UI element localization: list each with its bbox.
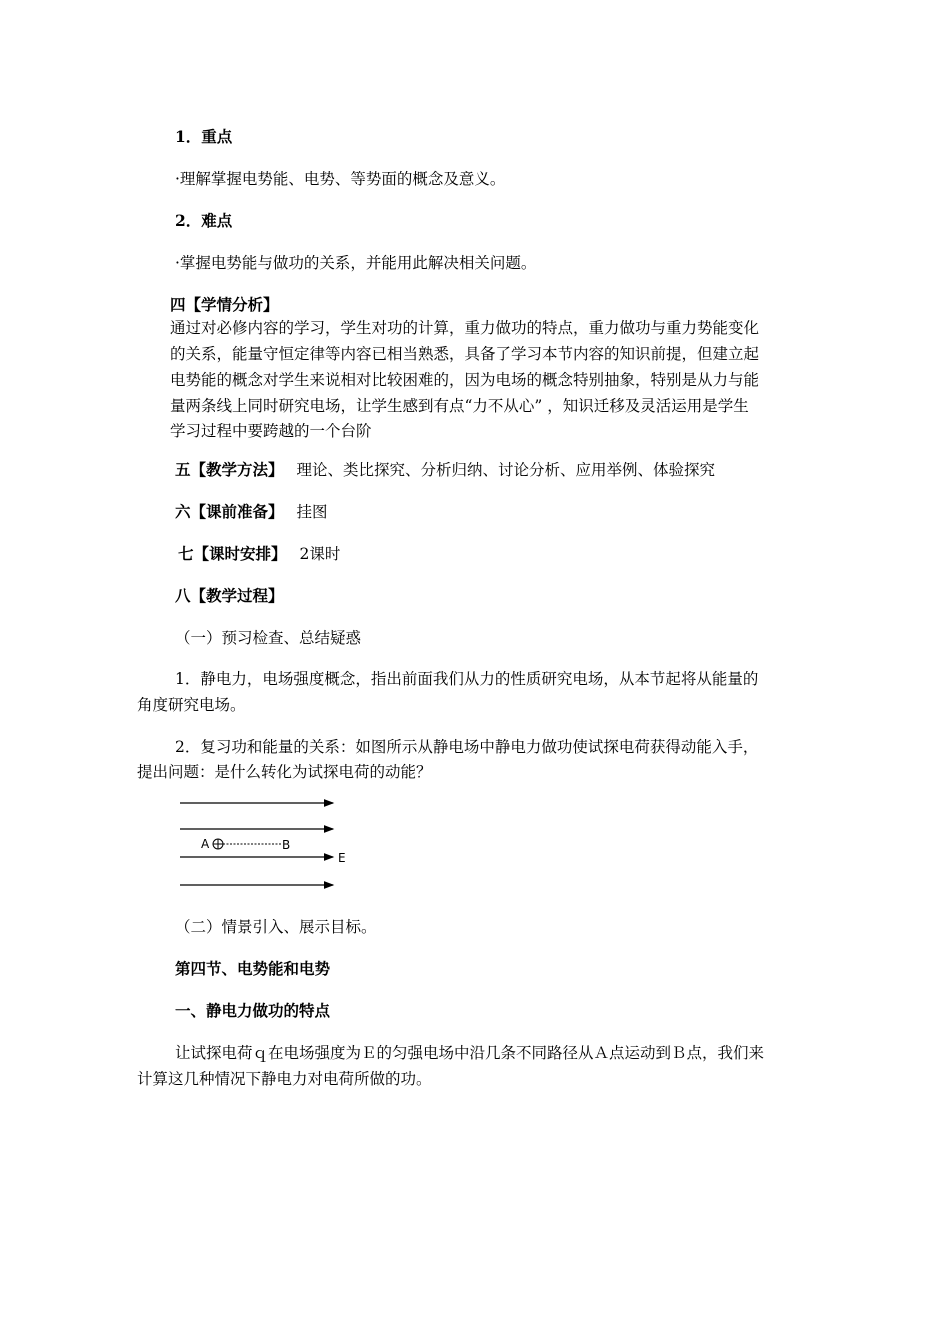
final-paragraph-line: 让试探电荷ｑ在电场强度为Ｅ的匀强电场中沿几条不同路径从Ａ点运动到Ｂ点，我们来 (175, 1044, 765, 1062)
positive-charge-icon (213, 839, 223, 849)
section-title: 第四节、电势能和电势 (175, 959, 331, 978)
difficult-points-heading: 2．难点 (175, 211, 233, 230)
subsection-title: 一、静电力做功的特点 (175, 1001, 331, 1020)
teaching-methods-row (175, 457, 715, 483)
electric-field-diagram (175, 795, 355, 895)
learning-analysis-line: 量两条线上同时研究电场，让学生感到有点“力不从心” ，知识迁移及灵活运用是学生 (170, 397, 749, 415)
difficult-points-bullet: ·掌握电势能与做功的关系，并能用此解决相关问题。 (175, 254, 537, 272)
electric-field-figure (175, 795, 355, 895)
learning-analysis-line: 通过对必修内容的学习，学生对功的计算，重力做功的特点，重力做功与重力势能变化 (170, 319, 760, 337)
final-paragraph-line: 计算这几种情况下静电力对电荷所做的功。 (137, 1070, 432, 1088)
process-item-line: 1．静电力，电场强度概念，指出前面我们从力的性质研究电场，从本节起将从能量的 (175, 670, 759, 688)
learning-analysis-line: 学习过程中要跨越的一个台阶 (170, 422, 372, 440)
teaching-methods-text: 理论、类比探究、分析归纳、讨论分析、应用举例、体验探究 (296, 461, 715, 479)
key-points-heading: 1．重点 (175, 127, 233, 146)
preparation-row (175, 499, 327, 525)
schedule-text: 2课时 (299, 545, 341, 563)
key-points-bullet: ·理解掌握电势能、电势、等势面的概念及意义。 (175, 170, 506, 188)
point-a-label: A (201, 837, 210, 851)
learning-analysis-line: 电势能的概念对学生来说相对比较困难的，因为电场的概念特别抽象，特别是从力与能 (170, 371, 760, 389)
process-item-line: 角度研究电场。 (137, 696, 246, 714)
schedule-row (178, 541, 340, 567)
learning-analysis-line: 的关系，能量守恒定律等内容已相当熟悉，具备了学习本节内容的知识前提，但建立起 (170, 345, 760, 363)
learning-analysis-heading: 四【学情分析】 (170, 295, 279, 314)
process-heading: 八【教学过程】 (175, 586, 284, 605)
point-b-label: B (282, 838, 291, 852)
preparation-heading: 六【课前准备】 (175, 502, 284, 521)
field-e-label: E (338, 851, 346, 865)
preparation-text: 挂图 (296, 503, 328, 521)
process-item-line: 2．复习功和能量的关系：如图所示从静电场中静电力做功使试探电荷获得动能入手， (175, 738, 759, 756)
step1-title: （一）预习检查、总结疑惑 (175, 629, 362, 647)
schedule-heading: 七【课时安排】 (178, 544, 287, 563)
teaching-methods-heading: 五【教学方法】 (175, 460, 284, 479)
process-item-line: 提出问题：是什么转化为试探电荷的动能？ (137, 763, 432, 781)
step2-title: （二）情景引入、展示目标。 (175, 918, 377, 936)
